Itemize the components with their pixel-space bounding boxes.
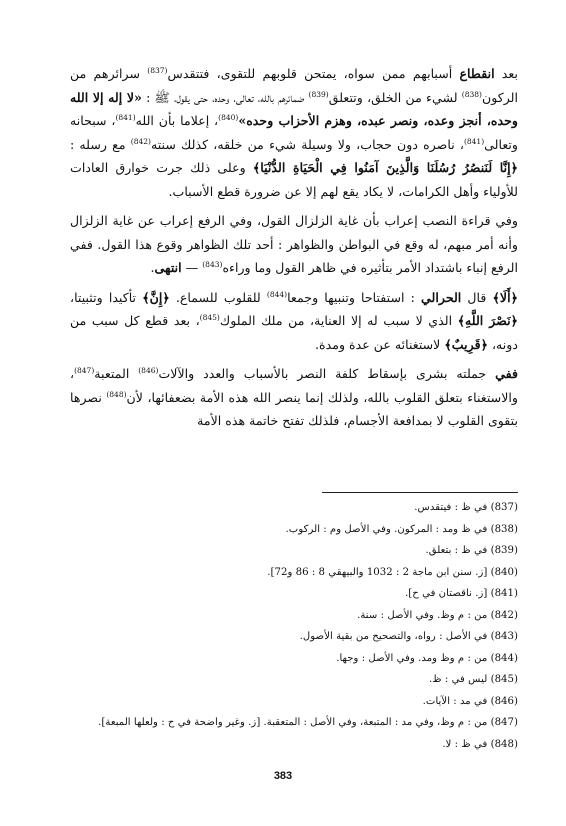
text-run: الذي لا سبب له إلا العناية، من ملك الملوك [219,313,458,328]
footnote: (847) من : م وظ، وفي مد : المتبعة، وفي الأصل : المتعقبة. [ز. وغير واضحة في ح : ولعلها المبعة]. [98,717,518,728]
footnote-ref: (839) [308,89,329,99]
text-run: سرائرهم من الركون [70,66,518,105]
text-run: ، بعد قطع كل سبب من دونه، [70,313,518,352]
emphasis-text: ﴿نَصْرَ اللَّهِ﴾ [457,313,518,328]
footnote: (845) ليس في : ظ. [429,674,518,685]
footnote-ref: (844) [266,289,288,299]
footnote-ref: (841) [115,112,136,122]
footnote-divider [322,492,518,493]
text-run: ، والاستغناء بتعلق القلوب بالله، ولذلك إنما ينصر الله هذه الأمة بضعفائها، لأن [70,366,518,405]
footnote-ref: (842) [130,136,151,146]
emphasis-text: «لا إله إلا الله وحده، أنجز وعده، ونصر عبده، وهزم الأحزاب وحده» [70,89,518,128]
paragraph-1 [70,62,518,203]
text-run: ضمائرهم بالله، تعالى، وحده، حتى يقول، ﷺ : [141,89,309,105]
emphasis-text: ﴿إِنَّا لَنَنصُرُ رُسُلَنَا وَالَّذِينَ آمَنُوا فِي الْحَيَاةِ الدُّنْيَا﴾ [252,160,518,175]
footnote: (844) من : م وظ ومد. وفي الأصل : وجها. [336,652,518,664]
paragraph-2 [70,209,518,280]
emphasis-text: انقطاع [459,66,495,81]
text-run: . [150,260,155,275]
text-run: المتعبة [94,366,139,381]
text-run: لشيء من الخلق، وتتعلق [328,89,462,105]
footnote: (841) [ز. ناقصتان في ح]. [405,588,518,599]
page-number: 383 [273,770,293,782]
main-text [70,62,518,439]
text-run: جملته بشرى بإسقاط كلفة النصر بالأسباب والعدد والآلات [158,366,496,381]
text-run: قال [461,289,493,305]
footnotes [70,497,518,755]
text-run: وفي قراءة النصب إعراب بأن غاية الزلزال القول، وفي الرفع إعراب عن غاية الزلزال وأنه أمر مبهم، له وقع في البواطن والظواهر : أحد تلك الظواهر وقوع هذا القول. ففي الرفع إنباء باشتداد الأمر بتأثيره في ظاهر القول وما وراءه [70,213,518,275]
text-run: مع رسله : [70,136,131,152]
footnote: (837) في ظ : فيتقدس. [414,502,518,513]
emphasis-text: ففي [495,366,518,381]
footnote: (843) في الأصل : رواه، والتصحيح من بقية الأصول. [299,631,518,642]
footnote-ref: (846) [138,365,159,375]
footnote: (848) في ظ : لا. [442,738,518,750]
footnote-ref: (840) [218,112,239,122]
footnote: (842) من : م وظ. وفي الأصل : سنة. [357,609,518,621]
emphasis-text: الحرالي [421,289,462,305]
footnote: (838) في ظ ومد : المركون. وفي الأصل وم : الركوب. [285,523,518,535]
text-run: ، ناصره دون حجاب، ولا وسيلة شيء من خلقه، كذلك سنته [150,136,464,152]
text-run: بعد [494,66,518,81]
footnote-ref: (848) [106,389,127,399]
footnote-ref: (838) [461,89,482,99]
emphasis-text: ﴿إِنَّ﴾ [142,289,170,305]
emphasis-text: ﴿أَلَا﴾ [492,289,518,305]
text-run: تأكيدا وتثبيتا، [70,289,143,305]
footnote: (846) في مد : الآيات. [422,695,518,707]
emphasis-text: ﴿قَرِيبٌ﴾ [444,336,488,352]
paragraph-3 [70,286,518,357]
footnote-ref: (845) [199,312,220,322]
text-run: ، سبحانه وتعالى [70,113,518,152]
footnote-ref: (843) [202,259,223,269]
text-run: وعلى ذلك جرت خوارق العادات للأولياء وأهل الكرامات، لا يكاد يقع لهم إلا عن ضرورة قطع الأسباب. [70,160,518,199]
footnote-ref: (847) [74,365,95,375]
footnote: (839) في ظ : بتعلق. [425,545,518,556]
text-run: أسبابهم ممن سواه، يمتحن قلوبهم للتقوى، فتتقدس [167,66,460,81]
text-run: للقلوب للسماع. [169,289,267,305]
emphasis-text: انتهى [154,260,182,275]
footnote: (840) [ز. سنن ابن ماجة 2 : 1032 والبيهقي 8 : 86 و72]. [267,566,518,578]
footnote-ref: (841) [463,136,485,146]
text-run: — [181,260,203,275]
text-run: : استفتاحا وتنبيها وجمعا [287,289,422,305]
text-run: لاستغنائه عن عدة ومدة. [314,336,445,352]
paragraph-4 [70,362,518,433]
text-run: ، إعلاما بأن الله [135,113,219,128]
footnote-ref: (837) [147,65,168,75]
text-run: نصرها بتقوى القلوب لا بمدافعة الأجسام، فلذلك تفتح خاتمة هذه الأمة [70,389,518,428]
